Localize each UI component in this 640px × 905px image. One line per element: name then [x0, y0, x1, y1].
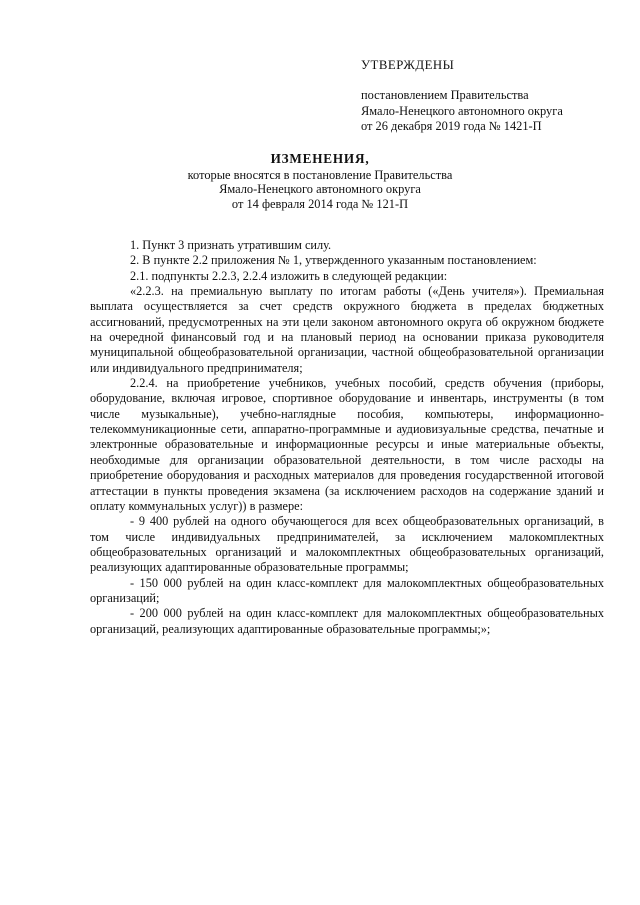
approval-line-2: Ямало-Ненецкого автономного округа: [361, 103, 563, 118]
heading-line-3: от 14 февраля 2014 года № 121-П: [231, 196, 409, 211]
paragraph-2-2-4: 2.2.4. на приобретение учебников, учебных пособий, средств обучения (приборы, оборудование, включая игровое, спортивное оборудование и инвентарь, инструменты (в том числе музыкальные), учебно-наглядные пособия, компьютеры, информационно-телекоммуникационные сети, аппаратно-программные и аудиовизуальные средства, печатные и электронные образовательные и информационные ресурсы и иные материальные объекты, необходимые для организации образовательной деятельности, в том числе расходы на приобретение оборудования и расходных материалов для проведения государственной итоговой аттестации в пункты проведения экзамена (за исключением расходов на содержание зданий и оплату коммунальных услуг)) в размере:: [90, 376, 604, 513]
approval-line-1: постановлением Правительства: [361, 88, 529, 103]
list-item-rate-9400: - 9 400 рублей на одного обучающегося для всех общеобразовательных организаций, в том числе индивидуальных предпринимателей, за исключением малокомплектных общеобразовательных организаций и малокомплектных общеобразовательных организаций, реализующих адаптированные образовательные программы;: [90, 514, 604, 575]
document-body: [90, 238, 604, 637]
paragraph-item-2-1: 2.1. подпункты 2.2.3, 2.2.4 изложить в следующей редакции:: [130, 268, 448, 283]
approval-title: УТВЕРЖДЕНЫ: [361, 58, 455, 72]
paragraph-2-2-3: «2.2.3. на премиальную выплату по итогам работы («День учителя»). Премиальная выплата осуществляется за счет средств окружного бюджета в пределах бюджетных ассигнований, предусмотренных на эти цели законом автономного округа об окружном бюджете на очередной финансовый год и на плановый период на основании приказа руководителя муниципальной общеобразовательной организации, частной общеобразовательной организации или индивидуального предпринимателя;: [90, 284, 604, 375]
paragraph-item-2: 2. В пункте 2.2 приложения № 1, утвержденного указанным постановлением:: [130, 253, 537, 268]
paragraph-item-1: 1. Пункт 3 признать утратившим силу.: [130, 238, 332, 252]
document-heading: [90, 152, 550, 211]
list-item-rate-200000: - 200 000 рублей на один класс-комплект для малокомплектных общеобразовательных организаций, реализующих адаптированные образовательные программы;»;: [90, 606, 604, 636]
heading-line-2: Ямало-Ненецкого автономного округа: [219, 182, 421, 197]
approval-block: [361, 58, 626, 134]
heading-line-1: которые вносятся в постановление Правительства: [187, 167, 453, 182]
document-title: ИЗМЕНЕНИЯ,: [270, 151, 370, 166]
approval-line-3: от 26 декабря 2019 года № 1421-П: [361, 118, 542, 133]
list-item-rate-150000: - 150 000 рублей на один класс-комплект для малокомплектных общеобразовательных организаций;: [90, 575, 604, 605]
